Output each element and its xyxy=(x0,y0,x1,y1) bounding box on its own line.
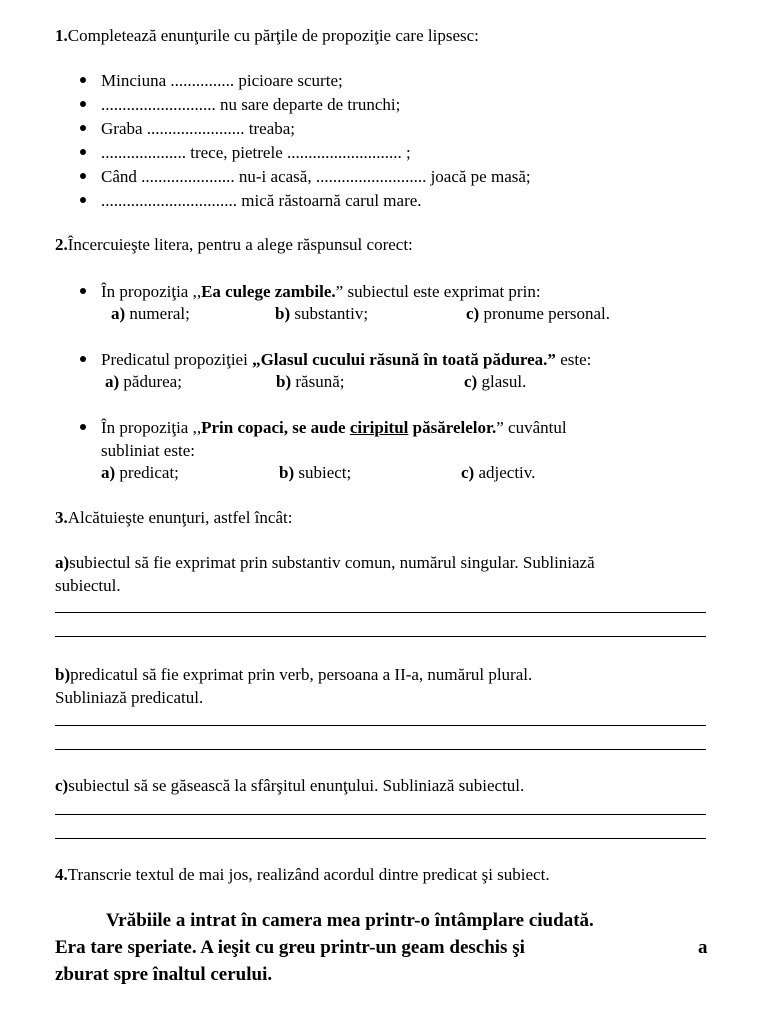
ex2-q3 xyxy=(101,417,567,438)
q1-sentence: Ea culege zambile. xyxy=(201,282,336,301)
q2-sentence: „Glasul cucului răsună în toată pădurea.” xyxy=(252,350,556,369)
bullet-icon xyxy=(80,288,86,294)
q2-prefix: Predicatul propoziţiei xyxy=(101,350,253,369)
ex3-b-line2: Subliniază predicatul. xyxy=(55,688,204,707)
answer-line[interactable] xyxy=(55,838,706,839)
ex4-number: 4. xyxy=(55,865,68,884)
ex3-heading xyxy=(55,507,292,528)
bullet-icon xyxy=(80,424,86,430)
ex1-item: .................... trece, pietrele ........................... ; xyxy=(101,143,411,162)
bullet-icon xyxy=(80,197,86,203)
q3-line2: subliniat este: xyxy=(101,441,195,460)
q3-sentence-start: Prin copaci, se aude xyxy=(201,418,350,437)
ex1-item: ........................... nu sare departe de trunchi; xyxy=(101,95,401,114)
q3-option-c: c) adjectiv. xyxy=(461,463,536,482)
q3-suffix: ” cuvântul xyxy=(496,418,567,437)
answer-line[interactable] xyxy=(55,636,706,637)
q1-suffix: ” subiectul este exprimat prin: xyxy=(335,282,541,301)
q3-option-a: a) predicat; xyxy=(101,463,179,482)
ex4-text-line1: Vrăbiile a intrat în camera mea printr-o întâmplare ciudată. xyxy=(106,910,594,931)
q2-option-c: c) glasul. xyxy=(464,372,527,391)
ex4-title: Transcrie textul de mai jos, realizând acordul dintre predicat şi subiect. xyxy=(67,865,550,884)
ex4-text-line2: Era tare speriate. A ieşit cu greu printr-un geam deschis şi xyxy=(55,937,525,958)
answer-line[interactable] xyxy=(55,814,706,815)
ex1-item: Când ...................... nu-i acasă, .......................... joacă pe masă; xyxy=(101,167,531,186)
bullet-icon xyxy=(80,77,86,83)
ex4-heading xyxy=(55,864,550,885)
bullet-icon xyxy=(80,356,86,362)
ex1-item: ................................ mică răstoarnă carul mare. xyxy=(101,191,422,210)
ex3-c-line1: c)subiectul să se găsească la sfârşitul enunţului. Subliniază subiectul. xyxy=(55,776,525,795)
ex2-q1 xyxy=(101,281,541,302)
ex3-a-line2: subiectul. xyxy=(55,576,121,595)
answer-line[interactable] xyxy=(55,612,706,613)
ex4-text-line3: zburat spre înaltul cerului. xyxy=(55,964,273,985)
q2-option-b: b) răsună; xyxy=(276,372,345,391)
q1-option-b: b) substantiv; xyxy=(275,304,369,323)
ex1-item: Minciuna ............... picioare scurte; xyxy=(101,71,343,90)
answer-line[interactable] xyxy=(55,749,706,750)
ex2-heading xyxy=(55,234,413,255)
ex1-item: Graba ....................... treaba; xyxy=(101,119,296,138)
ex3-b-line1: b)predicatul să fie exprimat prin verb, persoana a II-a, numărul plural. xyxy=(55,665,533,684)
ex2-q2 xyxy=(101,349,591,370)
q3-underlined-word: ciripitul xyxy=(349,418,409,437)
q2-option-a: a) pădurea; xyxy=(105,372,182,391)
ex4-text-line2-end: a xyxy=(698,937,708,958)
ex3-number: 3. xyxy=(55,508,68,527)
ex2-number: 2. xyxy=(55,235,68,254)
bullet-icon xyxy=(80,101,86,107)
q1-option-a: a) numeral; xyxy=(111,304,190,323)
bullet-icon xyxy=(80,149,86,155)
q3-sentence-end: păsărelelor. xyxy=(408,418,497,437)
q3-option-b: b) subiect; xyxy=(279,463,352,482)
q1-option-c: c) pronume personal. xyxy=(466,304,610,323)
q2-suffix: este: xyxy=(555,350,592,369)
bullet-icon xyxy=(80,173,86,179)
q1-prefix: În propoziţia ,, xyxy=(101,282,202,301)
ex3-title: Alcătuieşte enunţuri, astfel încât: xyxy=(67,508,293,527)
bullet-icon xyxy=(80,125,86,131)
ex2-title: Încercuieşte litera, pentru a alege răspunsul corect: xyxy=(67,235,413,254)
answer-line[interactable] xyxy=(55,725,706,726)
ex3-a-line1: a)subiectul să fie exprimat prin substantiv comun, numărul singular. Subliniază xyxy=(55,553,595,572)
q3-prefix: În propoziţia ,, xyxy=(101,418,202,437)
ex1-title: Completează enunţurile cu părţile de propoziţie care lipsesc: xyxy=(67,26,479,45)
ex1-heading xyxy=(55,25,479,46)
ex1-number: 1. xyxy=(55,26,68,45)
